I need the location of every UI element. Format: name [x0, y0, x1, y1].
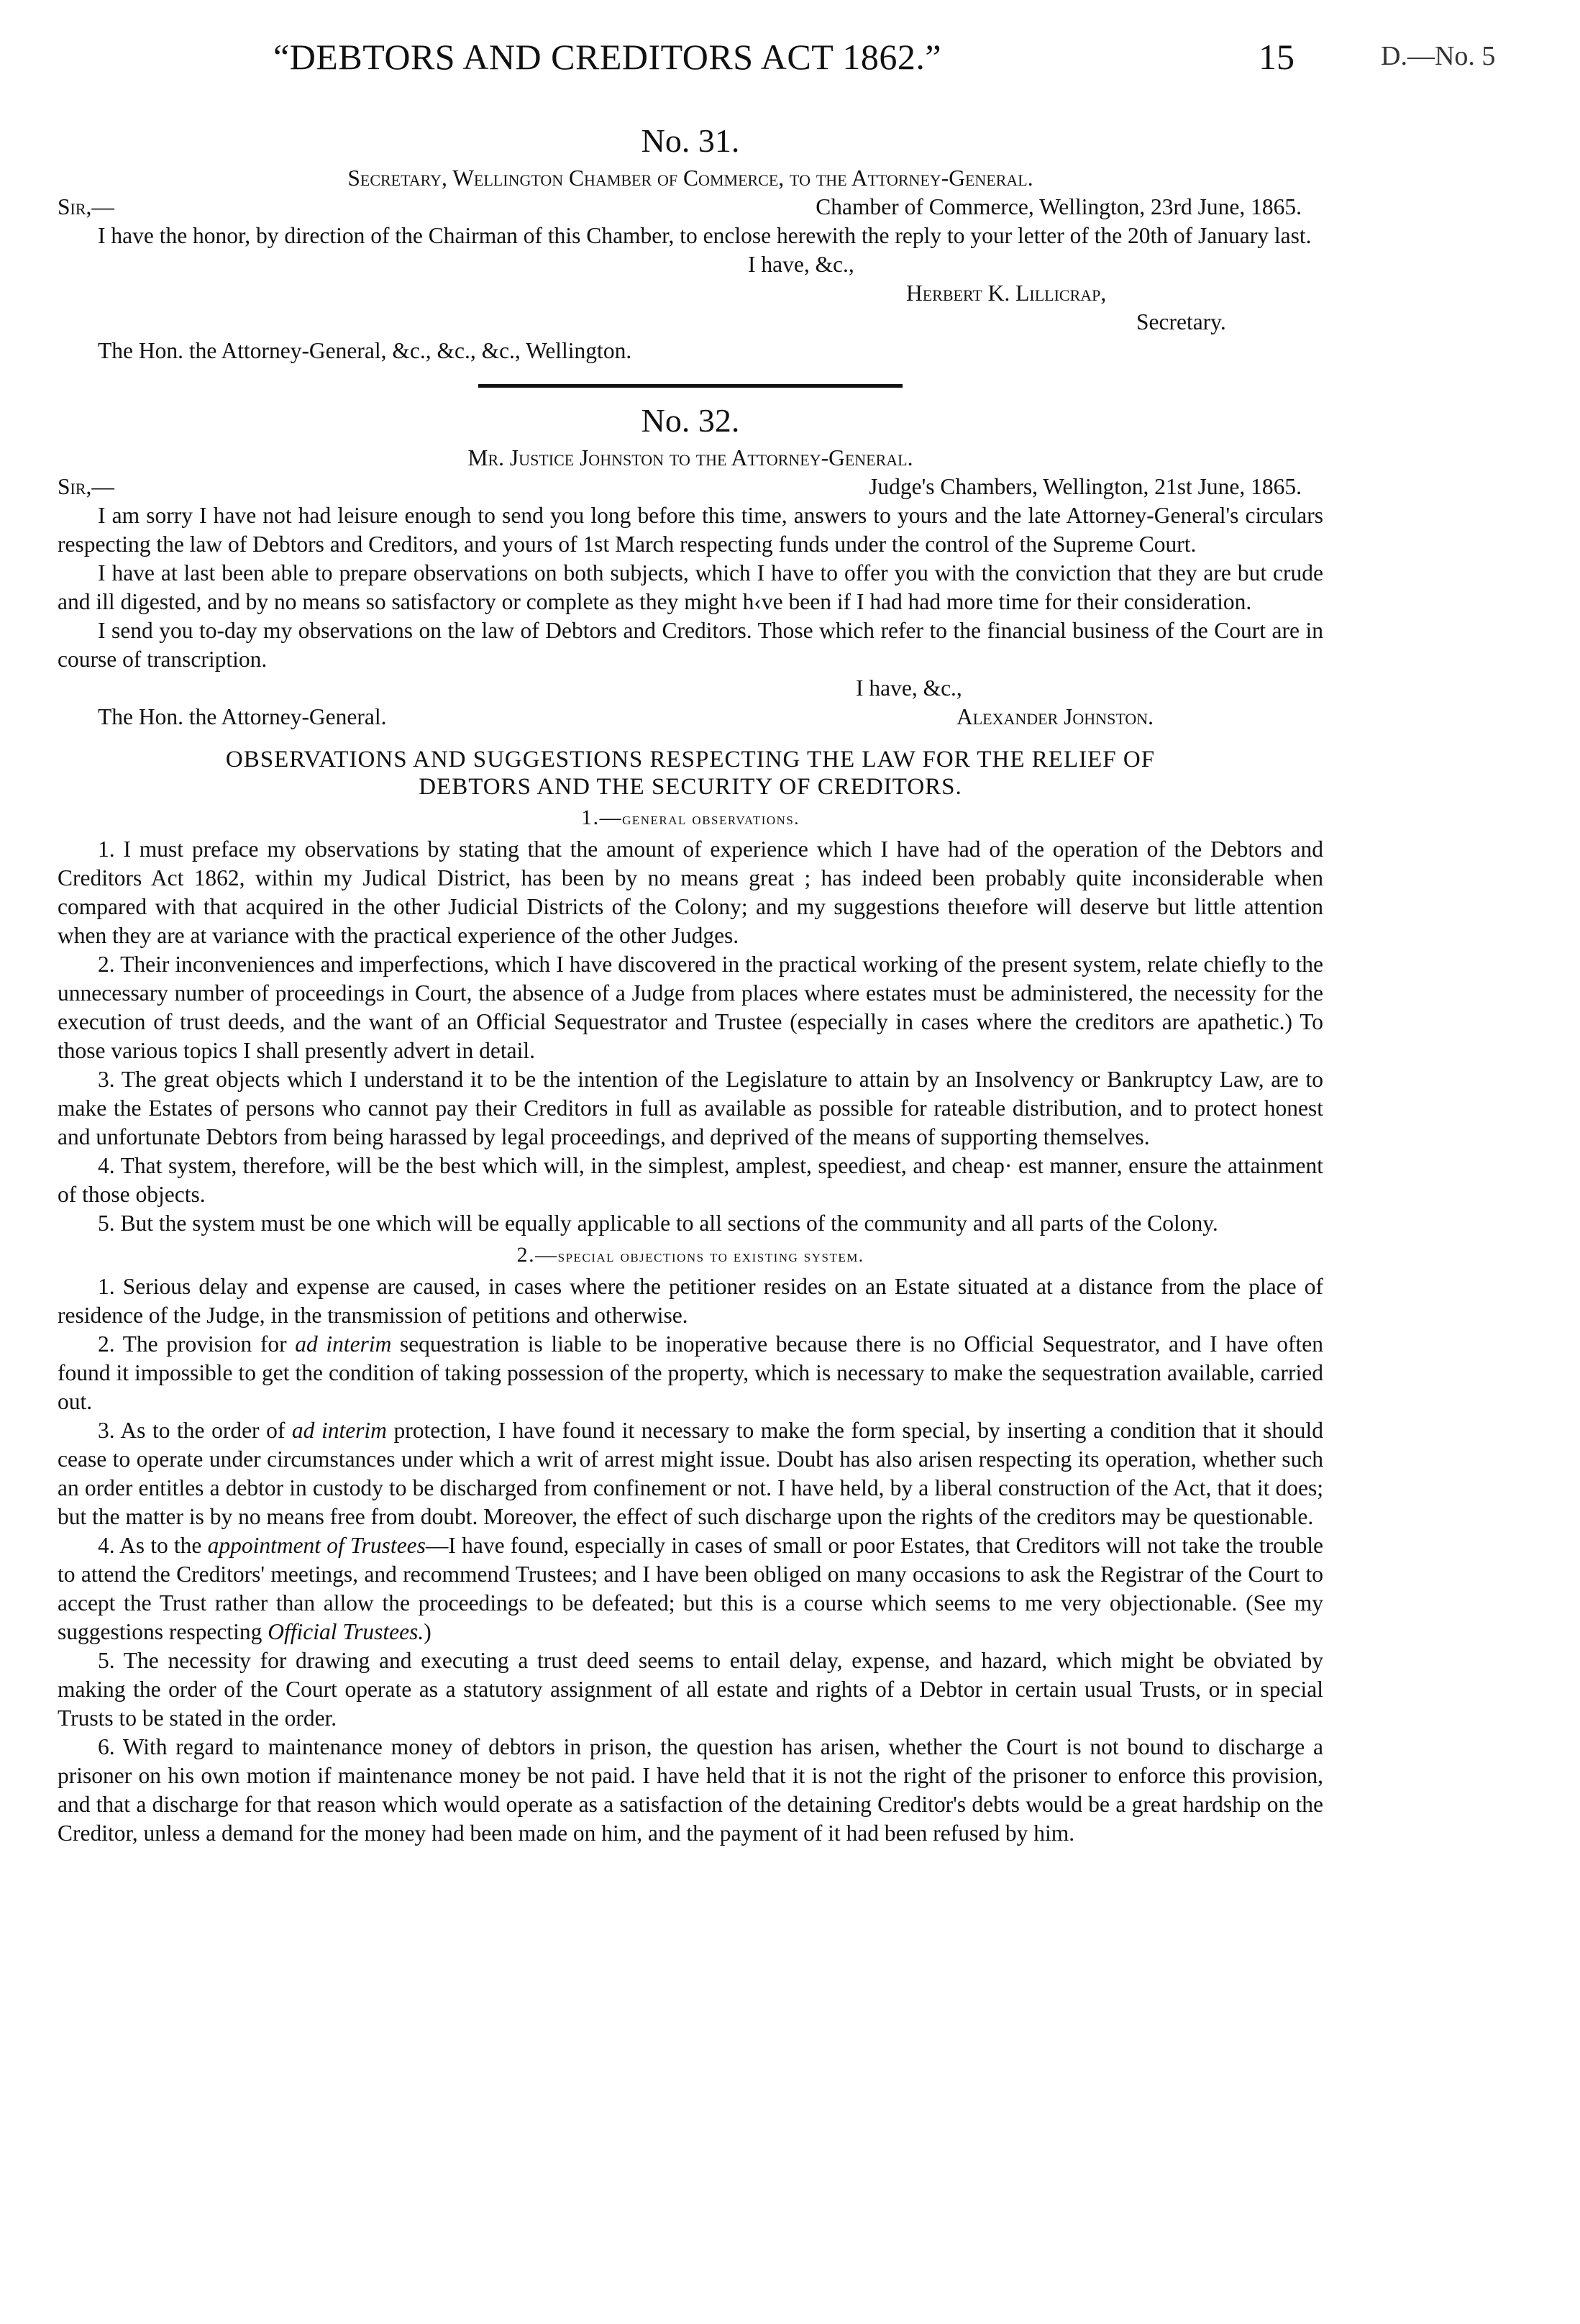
document-reference: D.—No. 5 [1381, 41, 1496, 71]
letter-32-address: Judge's Chambers, Wellington, 21st June, 1865. [869, 474, 1302, 499]
running-header [273, 36, 1561, 94]
letter-32-paragraph: I have at last been able to prepare observations on both subjects, which I have to offer you with the conviction that they are but crude and ill digested, and by no means so satisfactory or complete as they might h‹ve been if I had had more time for their consideration. [58, 560, 1323, 614]
objection-italic: Official Trustees. [268, 1619, 424, 1644]
objection-text: ) [424, 1619, 431, 1644]
objection-paragraph: 5. The necessity for drawing and executing a trust deed seems to entail delay, expense, and hazard, which might be obviated by making the order of the Court operate as a statutory assignment of all estate and rights of a Debtor in certain usual Trusts, or in special Trusts to be stated in the order. [58, 1648, 1323, 1731]
section-2-heading [58, 1241, 1323, 1271]
objection-paragraph [58, 1531, 1323, 1646]
observations-title-line: OBSERVATIONS AND SUGGESTIONS RESPECTING THE LAW FOR THE RELIEF OF [225, 747, 1156, 773]
observation-paragraph: 2. Their inconveniences and imperfections, which I have discovered in the practical working of the present system, relate chiefly to the unnecessary number of proceedings in Court, the absence of a Judge from places where estates must be administered, the necessity for the execution of trust deeds, and the want of an Official Sequestrator and Trustee (especially in cases where the creditors are apathetic.) To those various topics I shall presently advert in detail. [58, 952, 1323, 1063]
section-2-title: special objections to existing system. [557, 1247, 864, 1266]
letter-31-salutation: Sir,— [58, 194, 114, 219]
objection-italic: ad interim [291, 1418, 387, 1443]
objection-paragraph: 6. With regard to maintenance money of debtors in prison, the question has arisen, whether the Court is not bound to discharge a prisoner on his own motion if maintenance money be not paid. I have held that it is not the right of the prisoner to enforce this provision, and that a discharge for that reason which would operate as a satisfaction of the detaining Creditor's debts would be a great hardship on the Creditor, unless a demand for the money had been made on him, and the payment of it had been refused by him. [58, 1734, 1323, 1846]
observations-title-line: DEBTORS AND THE SECURITY OF CREDITORS. [419, 774, 962, 800]
running-title: “DEBTORS AND CREDITORS ACT 1862.” [273, 37, 942, 77]
objection-italic: appointment of Trustees [207, 1533, 426, 1558]
observation-paragraph: 4. That system, therefore, will be the best which will, in the simplest, amplest, speediest, and cheap· est manner, ensure the attainment of those objects. [58, 1153, 1323, 1207]
letter-31-address: Chamber of Commerce, Wellington, 23rd June, 1865. [816, 194, 1302, 219]
letter-31-body: I have the honor, by direction of the Chairman of this Chamber, to enclose herewith the reply to your letter of the 20th of January last. [98, 223, 1312, 248]
observation-paragraph: 1. I must preface my observations by stating that the amount of experience which I have had of the operation of the Debtors and Creditors Act 1862, within my Judical District, has been by no means great ; has indeed been probably quite inconsiderable when compared with that acquired in the other Judicial Districts of the Colony; and my suggestions theıefore will deserve but little attention when they are at variance with the practical experience of the other Judges. [58, 837, 1323, 948]
section-1-title: general observations. [622, 810, 800, 829]
objection-text: 4. As to the [98, 1533, 208, 1558]
objection-text: —I have found, especially in cases of small or poor Estates, that Creditors will not take the trouble to attend the Creditors' meetings, and recommend Trustees; and I have been obliged on many occasions to ask the Registrar of the Court to accept the Trust rather than allow the proceedings to be defeated; but this is a course which seems to me very objectionable. (See my suggestions respecting [58, 1533, 1323, 1644]
letter-31-dateline [58, 193, 1323, 222]
objection-paragraph [58, 1416, 1323, 1531]
letter-32-paragraph: I am sorry I have not had leisure enough to send you long before this time, answers to yours and the late Attorney-General's circulars respecting the law of Debtors and Creditors, and yours of 1st March respecting funds under the control of the Supreme Court. [58, 503, 1323, 557]
letter-32-paragraph: I send you to-day my observations on the law of Debtors and Creditors. Those which refer to the financial business of the Court are in course of transcription. [58, 618, 1323, 672]
letter-31-route: Secretary, Wellington Chamber of Commerce, to the Attorney-General. [347, 165, 1033, 191]
letter-32-signature: Alexander Johnston. [956, 704, 1154, 729]
observations-title [58, 746, 1323, 801]
section-1-heading [58, 803, 1323, 834]
letter-32-signoff [58, 703, 1323, 732]
page-number: 15 [1259, 37, 1294, 77]
letter-32-addressee: The Hon. the Attorney-General. [98, 704, 387, 729]
objection-paragraph [58, 1330, 1323, 1416]
observation-paragraph: 5. But the system must be one which will be equally applicable to all sections of the community and all parts of the Colony. [98, 1211, 1218, 1236]
objection-text: protection, I have found it necessary to make the form special, by inserting a condition that it should cease to operate under circumstances under which a writ of arrest might issue. Doubt has also arisen respecting its operation, whether such an order entitles a debtor in custody to be discharged from confinement or not. I have held, by a liberal construction of the Act, that it does; but the matter is by no means free from doubt. Moreover, the effect of such discharge upon the rights of the creditors may be questionable. [58, 1418, 1323, 1529]
letter-32-dateline [58, 473, 1323, 501]
observation-paragraph: 3. The great objects which I understand it to be the intention of the Legislature to attain by an Insolvency or Bankruptcy Law, are to make the Estates of persons who cannot pay their Creditors in full as available as possible for rateable distribution, and to protect honest and unfortunate Debtors from being harassed by legal proceedings, and deprived of the means of supporting themselves. [58, 1067, 1323, 1149]
section-2-number: 2.— [516, 1243, 558, 1267]
page-body [58, 122, 1323, 1848]
letter-31-addressee: The Hon. the Attorney-General, &c., &c., &c., Wellington. [98, 338, 632, 363]
letter-32-closing: I have, &c., [856, 675, 962, 701]
letter-32-route: Mr. Justice Johnston to the Attorney-General. [467, 445, 913, 470]
objection-text: 3. As to the order of [98, 1418, 292, 1443]
letter-31-signature: Herbert K. Lillicrap, [906, 281, 1107, 306]
letter-32-number: No. 32. [641, 402, 740, 439]
objection-text: sequestration is liable to be inoperative because there is no Official Sequestrator, and I have often found it impossible to get the condition of taking possession of the property, which is necessary to make the sequestration available, carried out. [58, 1331, 1323, 1414]
section-divider [478, 384, 903, 388]
objection-paragraph: 1. Serious delay and expense are caused, in cases where the petitioner resides on an Estate situated at a distance from the place of residence of the Judge, in the transmission of petitions and otherwise. [58, 1274, 1323, 1328]
objection-italic: ad interim [295, 1331, 392, 1357]
letter-31-signature-title: Secretary. [1136, 309, 1226, 334]
letter-31-closing: I have, &c., [748, 252, 854, 277]
letter-32-salutation: Sir,— [58, 474, 114, 499]
objection-text: 2. The provision for [98, 1331, 296, 1357]
section-1-number: 1.— [581, 806, 623, 829]
letter-31-number: No. 31. [641, 122, 740, 159]
